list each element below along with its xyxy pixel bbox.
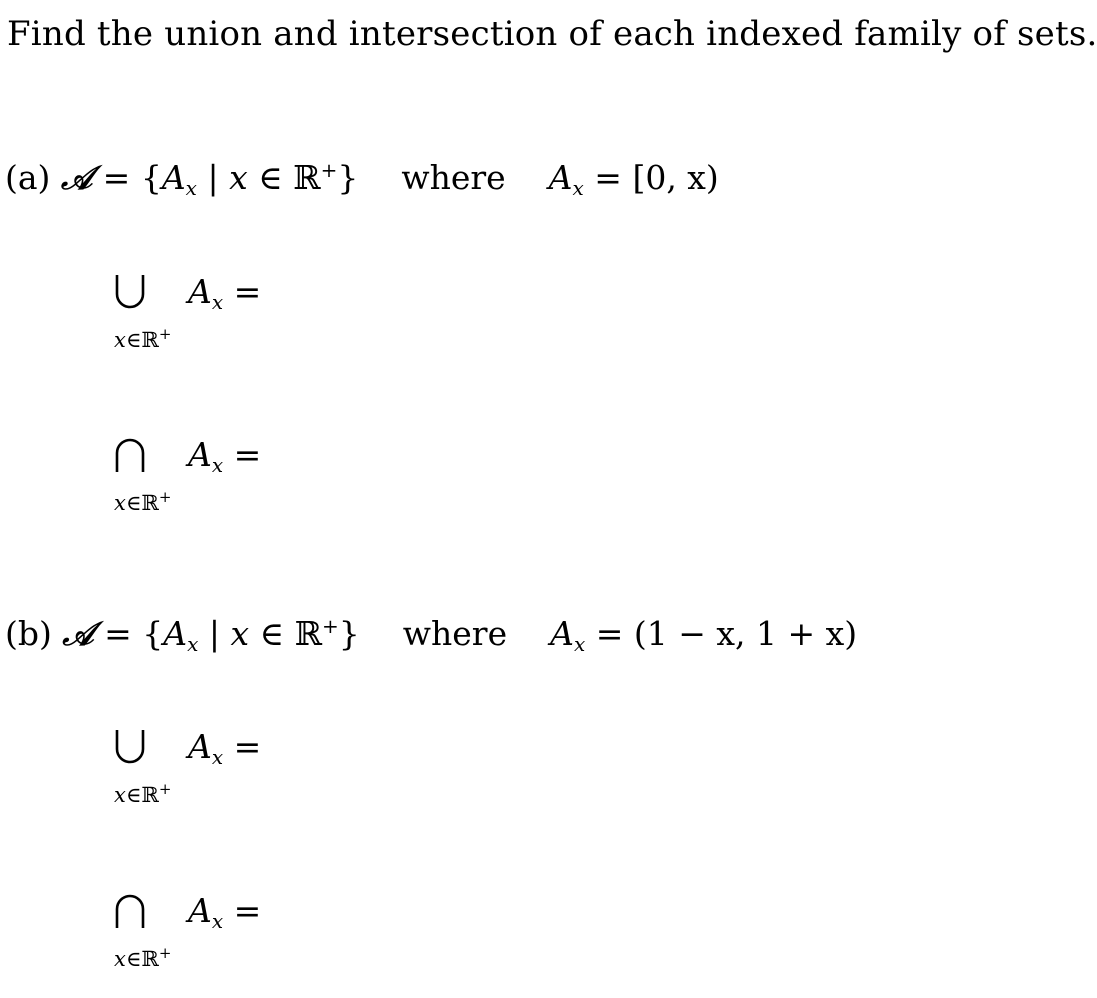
- union-expression: [188, 727, 261, 777]
- set-element: A: [161, 158, 186, 197]
- union-expression: [188, 272, 261, 322]
- reals-superscript: +: [320, 158, 338, 182]
- intersection-index-in: ∈: [125, 491, 142, 515]
- set-element-subscript: x: [187, 632, 199, 656]
- union-index-var: x: [114, 783, 126, 807]
- definition-rhs: [0, x): [632, 158, 719, 197]
- intersection-subscript: x: [211, 453, 224, 477]
- intersection-index-var: x: [114, 947, 126, 971]
- set-open-brace: {: [142, 614, 164, 653]
- big-union-icon: [112, 727, 148, 767]
- set-element: A: [163, 614, 188, 653]
- definition-rhs: (1 − x, 1 + x): [633, 614, 858, 653]
- intersection-index-sup: +: [158, 944, 172, 962]
- union-equals: =: [233, 272, 262, 311]
- part-a-label: (a): [5, 158, 51, 197]
- family-symbol: 𝒜: [62, 614, 94, 653]
- intersection-subscript: x: [211, 909, 224, 933]
- union-subscript: x: [211, 745, 224, 769]
- part-a-definition: [5, 150, 719, 208]
- union-index: [114, 322, 171, 352]
- definition-equals: =: [595, 614, 624, 653]
- union-index-in: ∈: [125, 328, 142, 352]
- index-variable: x: [230, 614, 250, 653]
- intersection-index-set: ℝ: [141, 491, 159, 515]
- intersection-set: A: [188, 435, 212, 474]
- intersection-expression: [188, 435, 261, 485]
- intersection-set: A: [188, 891, 212, 930]
- union-index-set: ℝ: [141, 328, 159, 352]
- part-b-intersection: [112, 891, 312, 981]
- intersection-index: [114, 485, 171, 515]
- part-b-label: (b): [5, 614, 52, 653]
- index-variable: x: [229, 158, 248, 197]
- set-builder-bar: |: [207, 158, 219, 197]
- union-set: A: [188, 272, 212, 311]
- intersection-index-in: ∈: [125, 947, 142, 971]
- union-index-set: ℝ: [141, 783, 159, 807]
- where-word: where: [402, 614, 508, 653]
- union-index: [114, 777, 171, 807]
- definition-equals: =: [594, 158, 622, 197]
- reals-superscript: +: [322, 614, 339, 638]
- union-subscript: x: [211, 290, 224, 314]
- intersection-equals: =: [233, 435, 262, 474]
- element-of-symbol: ∈: [258, 158, 283, 197]
- definition-lhs: A: [550, 614, 574, 653]
- definition-lhs-subscript: x: [573, 632, 586, 656]
- set-builder-bar: |: [208, 614, 220, 653]
- definition-lhs: A: [548, 158, 573, 197]
- set-close-brace: }: [338, 614, 360, 653]
- set-open-brace: {: [140, 158, 162, 197]
- part-a-intersection: [112, 435, 312, 525]
- union-index-in: ∈: [125, 783, 142, 807]
- intersection-index-var: x: [114, 491, 126, 515]
- definition-lhs-subscript: x: [572, 176, 584, 200]
- big-intersection-icon: [112, 891, 148, 931]
- part-b-union: [112, 727, 312, 817]
- set-close-brace: }: [337, 158, 359, 197]
- reals-symbol: ℝ: [294, 614, 322, 653]
- where-word: where: [401, 158, 506, 197]
- element-of-symbol: ∈: [259, 614, 285, 653]
- intersection-index-sup: +: [158, 488, 172, 506]
- union-set: A: [188, 727, 212, 766]
- part-b-definition: [5, 606, 857, 664]
- big-union-icon: [112, 272, 148, 312]
- part-a-union: [112, 272, 312, 362]
- union-index-var: x: [114, 328, 126, 352]
- intersection-index-set: ℝ: [141, 947, 159, 971]
- instruction-text: Find the union and intersection of each indexed family of sets.: [7, 14, 1097, 54]
- intersection-expression: [188, 891, 261, 941]
- family-symbol: 𝒜: [60, 158, 93, 197]
- big-intersection-icon: [112, 435, 148, 475]
- intersection-equals: =: [233, 891, 262, 930]
- union-index-sup: +: [158, 325, 172, 343]
- union-equals: =: [233, 727, 262, 766]
- set-element-subscript: x: [185, 176, 197, 200]
- equals-sign: =: [102, 158, 131, 197]
- intersection-index: [114, 941, 171, 971]
- reals-symbol: ℝ: [293, 158, 321, 197]
- union-index-sup: +: [158, 780, 172, 798]
- equals-sign: =: [104, 614, 132, 653]
